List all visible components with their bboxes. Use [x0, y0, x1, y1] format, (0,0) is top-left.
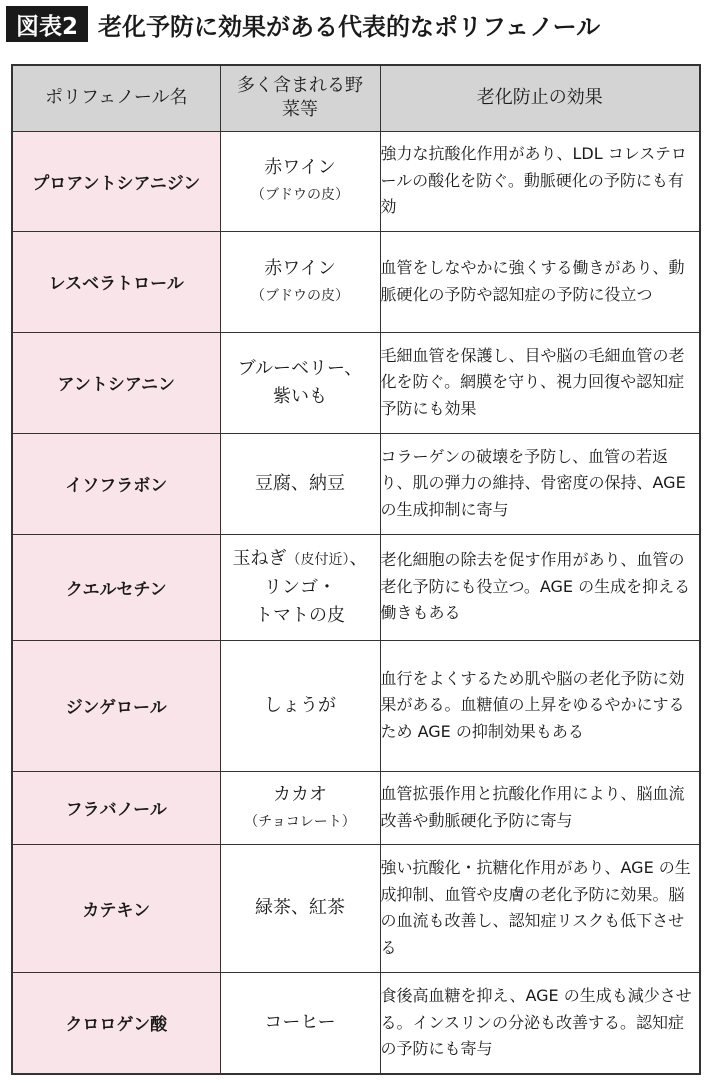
polyphenol-name: ジンゲロール	[12, 640, 220, 771]
anti-aging-effect: 血管拡張作用と抗酸化作用により、脳血流改善や動脈硬化予防に寄与	[380, 771, 700, 844]
food-line: 赤ワイン	[264, 257, 336, 279]
table-row	[12, 433, 700, 534]
food-source	[220, 640, 380, 771]
anti-aging-effect: 老化細胞の除去を促す作用があり、血管の老化予防にも役立つ。AGE の生成を抑える働きもある	[380, 534, 700, 640]
table-row	[12, 131, 700, 231]
figure-badge: 図表2	[6, 6, 88, 42]
polyphenol-name: プロアントシアニジン	[12, 131, 220, 231]
food-source	[220, 433, 380, 534]
anti-aging-effect: コラーゲンの破壊を予防し、血管の若返り、肌の弾力の維持、骨密度の保持、AGE の生成抑制に寄与	[380, 433, 700, 534]
food-line: 玉ねぎ（皮付近）、	[232, 547, 368, 569]
anti-aging-effect: 強い抗酸化・抗糖化作用があり、AGE の生成抑制、血管や皮膚の老化予防に効果。脳の血流も改善し、認知症リスクも低下させる	[380, 844, 700, 972]
anti-aging-effect: 毛細血管を保護し、目や脳の毛細血管の老化を防ぐ。網膜を守り、視力回復や認知症予防にも効果	[380, 332, 700, 433]
figure-title: 老化予防に効果がある代表的なポリフェノール	[98, 12, 601, 41]
table-row	[12, 972, 700, 1074]
food-note: （ブドウの皮）	[251, 187, 349, 203]
polyphenol-name: カテキン	[12, 844, 220, 972]
table-row	[12, 640, 700, 771]
polyphenol-name: アントシアニン	[12, 332, 220, 433]
column-header-food: 多く含まれる野菜等	[220, 65, 380, 131]
food-line: カカオ	[273, 783, 327, 805]
food-source	[220, 972, 380, 1074]
polyphenol-name: クエルセチン	[12, 534, 220, 640]
column-header-name: ポリフェノール名	[12, 65, 220, 131]
food-source	[220, 332, 380, 433]
food-line: ブルーベリー、	[237, 357, 363, 379]
table-row	[12, 771, 700, 844]
food-line: リンゴ・	[264, 576, 336, 598]
column-header-effect: 老化防止の効果	[380, 65, 700, 131]
food-line: 豆腐、納豆	[255, 472, 345, 494]
food-source	[220, 231, 380, 332]
food-line: 紫いも	[273, 385, 327, 407]
table-row	[12, 844, 700, 972]
table-row	[12, 332, 700, 433]
food-note: （ブドウの皮）	[251, 287, 349, 304]
food-source	[220, 131, 380, 231]
table-header-row	[12, 65, 700, 131]
food-note: （皮付近）	[286, 551, 350, 568]
food-source	[220, 771, 380, 844]
anti-aging-effect: 血行をよくするため肌や脳の老化予防に効果がある。血糖値の上昇をゆるやかにするため AGE の抑制効果もある	[380, 640, 700, 771]
food-source	[220, 844, 380, 972]
anti-aging-effect: 血管をしなやかに強くする働きがあり、動脈硬化の予防や認知症の予防に役立つ	[380, 231, 700, 332]
polyphenol-table	[11, 64, 701, 1075]
figure-header	[0, 0, 710, 48]
food-line: 緑茶、紅茶	[255, 897, 345, 918]
table-body	[12, 131, 700, 1074]
food-line: トマトの皮	[255, 604, 345, 626]
food-line: しょうが	[264, 694, 336, 716]
food-line: コーヒー	[264, 1011, 336, 1033]
food-source	[220, 534, 380, 640]
polyphenol-name: クロロゲン酸	[12, 972, 220, 1074]
anti-aging-effect: 強力な抗酸化作用があり、LDL コレステロールの酸化を防ぐ。動脈硬化の予防にも有効	[380, 131, 700, 231]
food-line: 赤ワイン	[264, 157, 336, 178]
polyphenol-name: フラバノール	[12, 771, 220, 844]
polyphenol-name: イソフラボン	[12, 433, 220, 534]
table-row	[12, 231, 700, 332]
table-row	[12, 534, 700, 640]
anti-aging-effect: 食後高血糖を抑え、AGE の生成も減少させる。インスリンの分泌も改善する。認知症の予防にも寄与	[380, 972, 700, 1074]
food-note: （チョコレート）	[244, 813, 356, 830]
polyphenol-name: レスベラトロール	[12, 231, 220, 332]
